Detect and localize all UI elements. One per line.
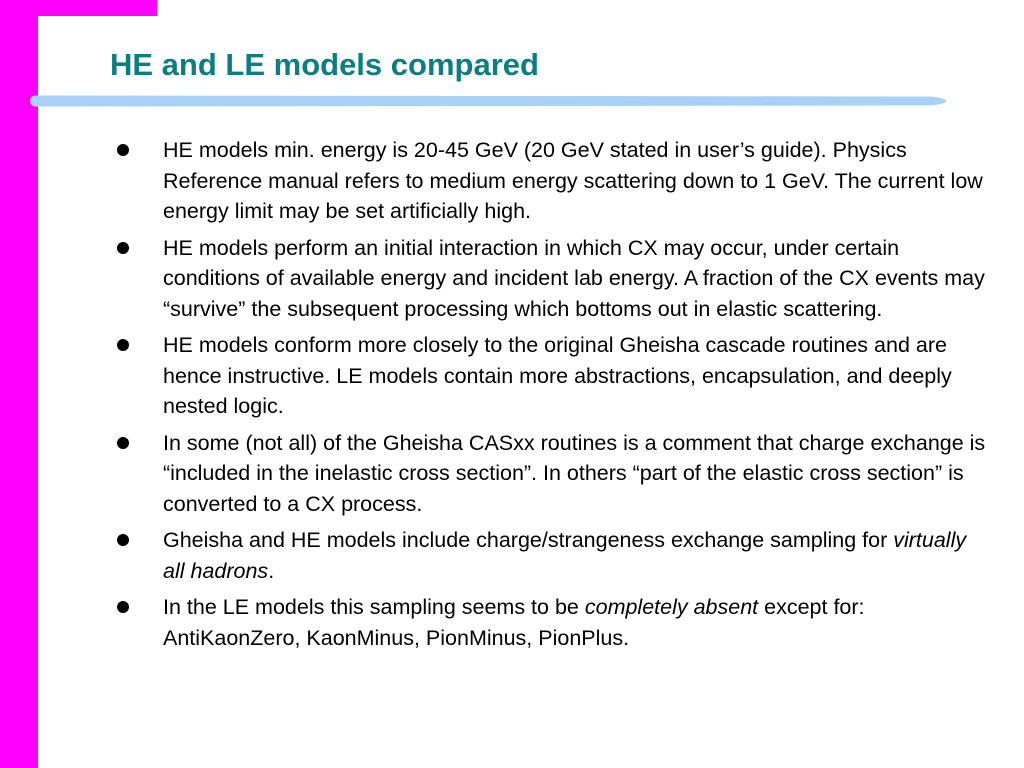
bullet-item xyxy=(110,233,990,325)
bullet-item xyxy=(110,525,990,586)
bullet-dot-icon xyxy=(117,144,129,156)
bullet-text-part: except for: AntiKaonZero, KaonMinus, PionMinus, PionPlus. xyxy=(163,595,865,650)
bullet-list xyxy=(110,135,990,659)
left-accent-bar xyxy=(0,0,38,768)
bullet-text-part: Gheisha and HE models include charge/strangeness exchange sampling for xyxy=(163,528,894,552)
bullet-text xyxy=(163,595,865,650)
bullet-dot-icon xyxy=(117,534,129,546)
bullet-text: In some (not all) of the Gheisha CASxx routines is a comment that charge exchange is “included in the inelastic cross section”. In others “part of the elastic cross section” is converted to a CX process. xyxy=(163,430,986,516)
bullet-item xyxy=(110,592,990,653)
bullet-item xyxy=(110,135,990,227)
bullet-item xyxy=(110,428,990,520)
top-accent-bar xyxy=(0,0,157,16)
bullet-dot-icon xyxy=(117,437,129,449)
bullet-text-part: In the LE models this sampling seems to be xyxy=(163,595,585,619)
bullet-text-part: . xyxy=(268,558,275,583)
bullet-dot-icon xyxy=(117,339,129,351)
bullet-dot-icon xyxy=(117,242,129,254)
bullet-text: HE models perform an initial interaction in which CX may occur, under certain conditions of available energy and incident lab energy. A fraction of the CX events may “survive” the subsequent processing which bottoms out in elastic scattering. xyxy=(163,235,985,321)
bullet-text: HE models conform more closely to the original Gheisha cascade routines and are hence instructive. LE models contain more abstractions, encapsulation, and deeply nested logic. xyxy=(163,333,952,418)
bullet-item xyxy=(110,330,990,422)
slide-title: HE and LE models compared xyxy=(110,47,539,82)
bullet-text xyxy=(163,528,966,583)
title-underline xyxy=(30,95,946,107)
emphasis-text: completely absent xyxy=(584,595,759,619)
bullet-dot-icon xyxy=(117,601,129,613)
emphasis-text: virtually all hadrons xyxy=(163,528,967,583)
bullet-text: HE models min. energy is 20-45 GeV (20 GeV stated in user’s guide). Physics Reference manual refers to medium energy scattering down to 1 GeV. The current low energy limit may be set artificially high. xyxy=(163,138,983,223)
